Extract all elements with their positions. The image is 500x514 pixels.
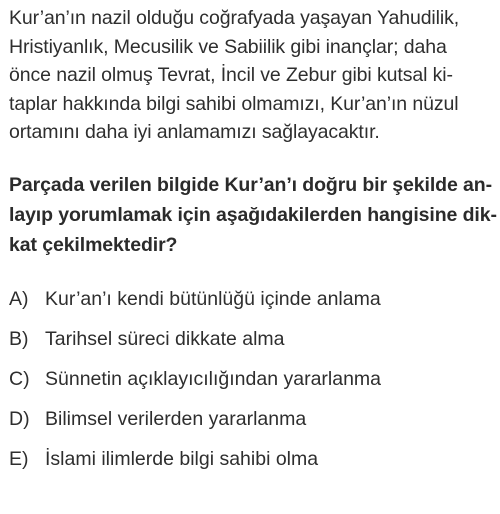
option-e[interactable] xyxy=(9,447,492,471)
question-stem xyxy=(9,170,497,260)
option-b[interactable] xyxy=(9,327,492,351)
option-text: Sünnetin açıklayıcılığından yararlanma xyxy=(45,367,382,390)
question-line: layıp yorumlamak için aşağıdakilerden hangisine dik- xyxy=(9,203,497,226)
option-letter: C) xyxy=(9,367,30,390)
passage-line: Kur’an’ın nazil olduğu coğrafyada yaşayan Yahudilik, xyxy=(9,7,460,29)
passage-line: taplar hakkında bilgi sahibi olmamızı, Kur’an’ın nüzul xyxy=(9,92,459,115)
passage-line: ortamını daha iyi anlamamızı sağlayacaktır. xyxy=(9,121,380,144)
question-line: kat çekilmektedir? xyxy=(9,233,178,256)
option-letter: E) xyxy=(9,447,29,470)
passage-text xyxy=(9,4,492,147)
option-letter: A) xyxy=(9,287,29,310)
option-text: Kur’an’ı kendi bütünlüğü içinde anlama xyxy=(45,287,381,310)
option-text: Tarihsel süreci dikkate alma xyxy=(45,327,285,350)
option-letter: B) xyxy=(9,327,29,350)
option-c[interactable] xyxy=(9,367,492,391)
passage-line: Hristiyanlık, Mecusilik ve Sabiilik gibi inançlar; daha xyxy=(9,35,447,58)
option-text: Bilimsel verilerden yararlanma xyxy=(45,407,307,430)
answer-options xyxy=(9,287,492,471)
option-d[interactable] xyxy=(9,407,492,431)
option-letter: D) xyxy=(9,407,30,430)
passage-line: önce nazil olmuş Tevrat, İncil ve Zebur gibi kutsal ki- xyxy=(9,64,453,87)
option-a[interactable] xyxy=(9,287,492,311)
question-line: Parçada verilen bilgide Kur’an’ı doğru bir şekilde an- xyxy=(9,173,492,196)
option-text: İslami ilimlerde bilgi sahibi olma xyxy=(45,447,319,470)
